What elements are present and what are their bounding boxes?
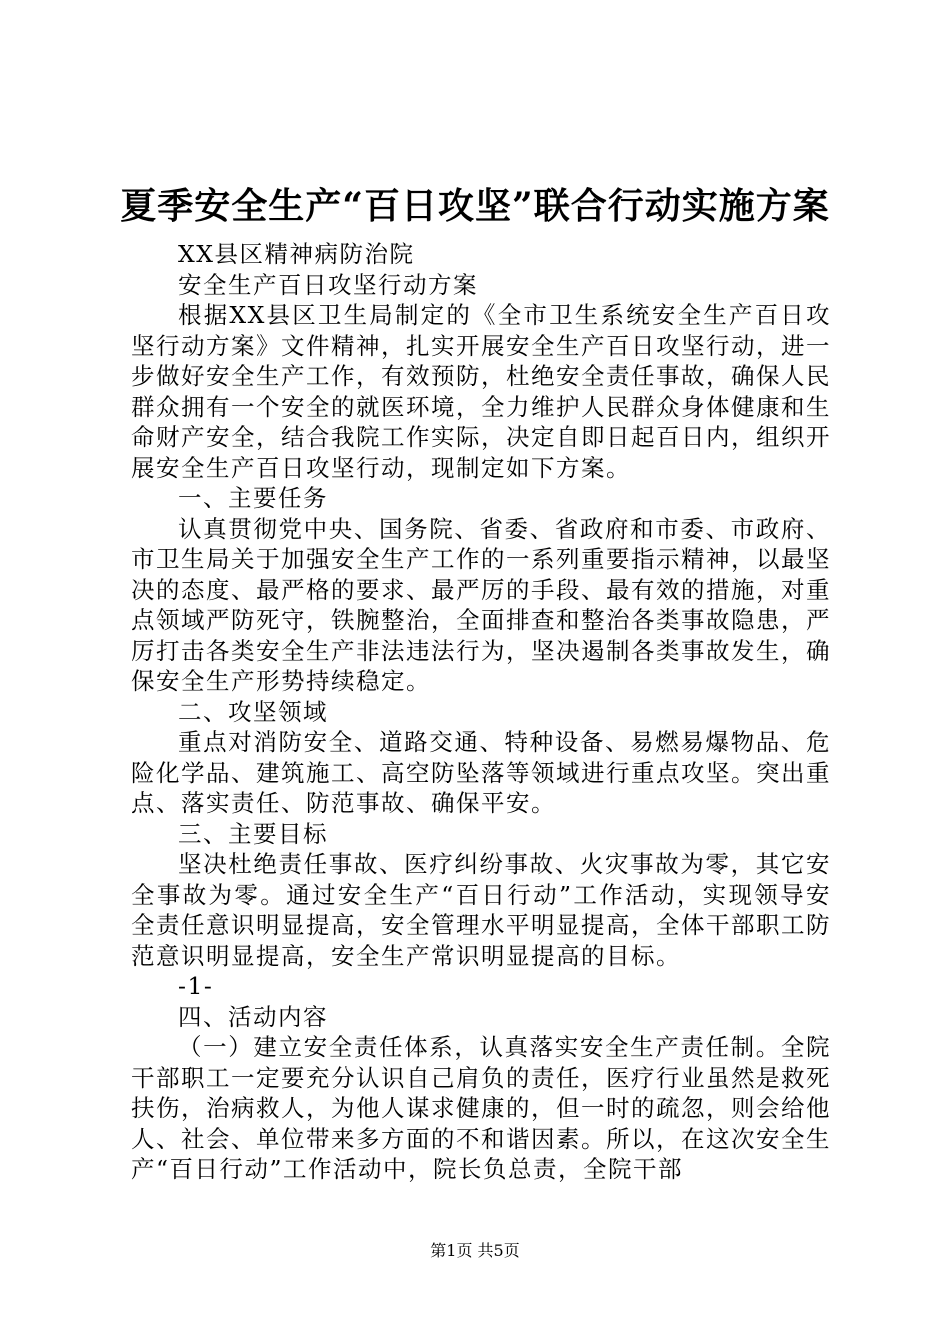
paragraph-key-areas: 重点对消防安全、道路交通、特种设备、易燃易爆物品、危险化学品、建筑施工、高空防坠落等领域进行重点攻坚。突出重点、落实责任、防范事故、确保平安。 — [131, 728, 831, 817]
heading-key-areas: 二、攻坚领域 — [178, 697, 328, 726]
heading-main-tasks: 一、主要任务 — [178, 484, 328, 512]
paragraph-subtitle: 安全生产百日攻坚行动方案 — [178, 270, 478, 299]
paragraph-activities-1: （一）建立安全责任体系，认真落实安全生产责任制。全院干部职工一定要充分认识自己肩负的责任，医疗行业虽然是救死扶伤，治病救人，为他人谋求健康的，但一时的疏忽，则会给他人、社会、单位带来多方面的不和谐因素。所以，在这次安全生产“百日行动”工作活动中，院长负总责，全院干部 — [131, 1033, 831, 1183]
paragraph-main-tasks: 认真贯彻党中央、国务院、省委、省政府和市委、市政府、市卫生局关于加强安全生产工作的一系列重要指示精神，以最坚决的态度、最严格的要求、最严厉的手段、最有效的措施，对重点领域严防死守，铁腕整治，全面排查和整治各类事故隐患，严厉打击各类安全生产非法违法行为，坚决遏制各类事故发生，确保安全生产形势持续稳定。 — [131, 514, 831, 695]
paragraph-main-goals: 坚决杜绝责任事故、医疗纠纷事故、火灾事故为零，其它安全事故为零。通过安全生产“百日行动”工作活动，实现领导安全责任意识明显提高，安全管理水平明显提高，全体干部职工防范意识明显提高，安全生产常识明显提高的目标。 — [131, 850, 831, 970]
document-title: 夏季安全生产“百日攻坚”联合行动实施方案 — [120, 185, 830, 227]
paragraph-intro: 根据XX县区卫生局制定的《全市卫生系统安全生产百日攻坚行动方案》文件精神，扎实开展安全生产百日攻坚行动，进一步做好安全生产工作，有效预防，杜绝安全责任事故，确保人民群众拥有一个安全的就医环境，全力维护人民群众身体健康和生命财产安全，结合我院工作实际，决定自即日起百日内，组织开展安全生产百日攻坚行动，现制定如下方案。 — [131, 301, 831, 482]
document-body — [131, 239, 831, 1185]
page-footer: 第1页 共5页 — [430, 1241, 520, 1260]
paragraph-organization: XX县区精神病防治院 — [178, 240, 415, 268]
heading-main-goals: 三、主要目标 — [178, 819, 328, 848]
inline-page-number: -1- — [178, 972, 214, 1000]
heading-activities: 四、活动内容 — [178, 1002, 328, 1031]
